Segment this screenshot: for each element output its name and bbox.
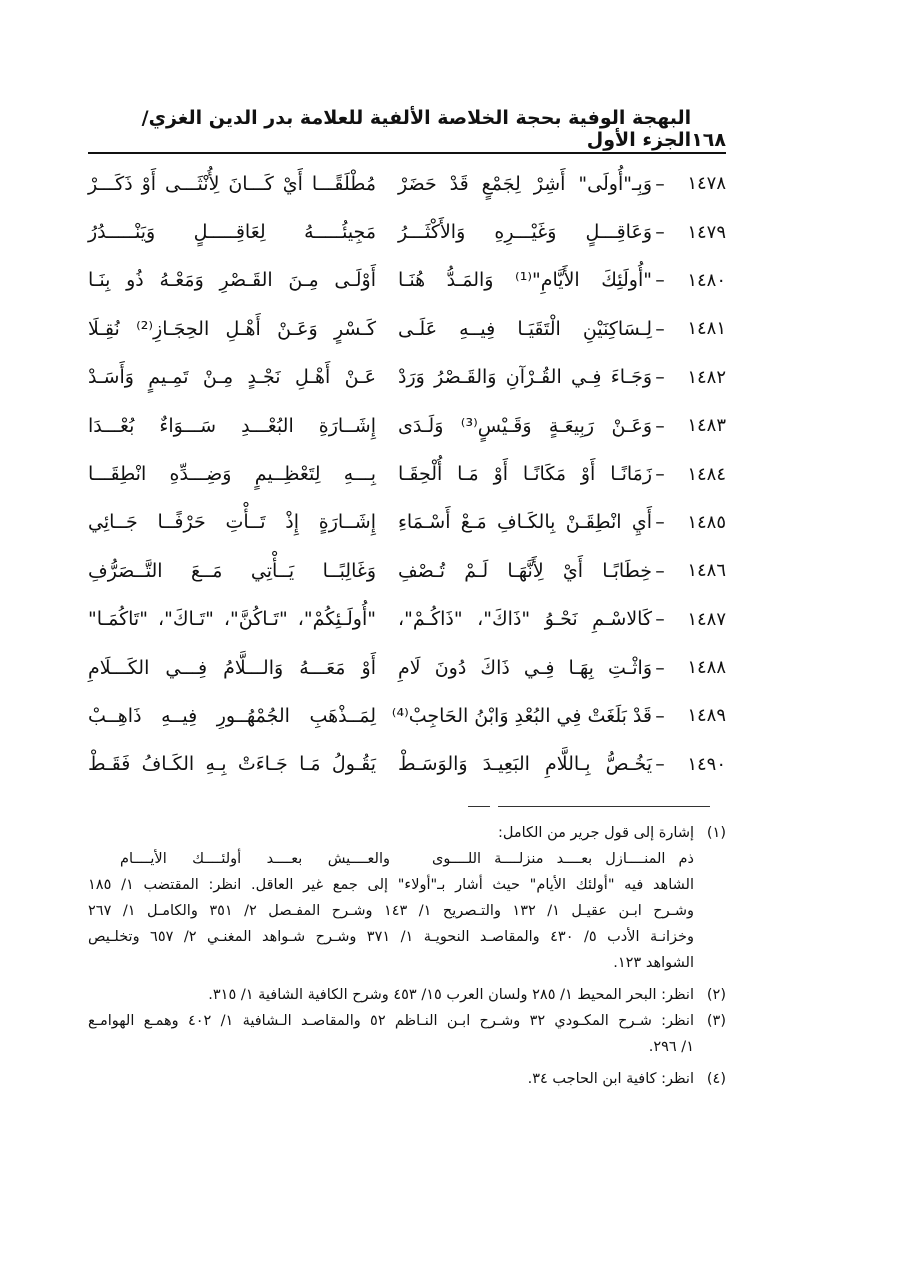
footnote-number: (٢) <box>706 987 726 1003</box>
verse-second-hemistich: عَـنْ أَهْـلِ نَجْـدٍ مِـنْ تَمِـيمٍ وَأَسَـدْ <box>88 366 376 389</box>
verse-number: ١٤٨٠ <box>687 269 726 291</box>
footnote-number: (٣) <box>706 1013 726 1029</box>
verse <box>88 596 726 644</box>
footnote-text: انظر: كافية ابن الحاجب ٣٤. <box>527 1071 694 1087</box>
verse <box>88 741 726 789</box>
footnote-text: الشاهد فيه "أولئك الأيام" حيث أشار بـ"أولاء" إلى جمع غير العاقل. انظر: المقتضب ١/ ١٨٥ <box>88 877 694 893</box>
verse-first-hemistich: "أُولَئِكَ الأَيَّامِ"⁽¹⁾ وَالمَـدُّ هُنَـا <box>398 269 652 292</box>
footnote <box>88 1066 726 1092</box>
footnote-text: انظر: البحر المحيط ١/ ٢٨٥ ولسان العرب ١٥/ ٤٥٣ وشرح الكافية الشافية ١/ ٣١٥. <box>208 987 694 1003</box>
verse-number: ١٤٨٣ <box>687 415 726 437</box>
verse-dash: – <box>655 221 665 244</box>
verse-dash: – <box>655 559 665 582</box>
verse-dash: – <box>655 608 665 631</box>
footnote-text: الشواهد ١٢٣. <box>613 955 694 971</box>
verse <box>88 305 726 353</box>
verse <box>88 547 726 595</box>
verse-number: ١٤٨٤ <box>687 463 726 485</box>
verse-first-hemistich: لِـسَاكِنَيْنِ الْتَقَيَـا فِيــهِ عَلَـى <box>398 317 652 340</box>
verse <box>88 499 726 547</box>
verse-second-hemistich: لِمَــذْهَبِ الجُمْهُــورِ فِيــهِ ذَاهِــبْ <box>88 704 376 727</box>
footnote-poem-first-hemistich: ذم المنــــازل بعــــد منزلــــة اللــــوى <box>432 851 694 867</box>
verse-list <box>88 160 726 789</box>
verse-second-hemistich: يَقُـولُ مَـا جَـاءَتْ بِـهِ الكَـافُ فَقَـطْ <box>88 753 376 776</box>
verse <box>88 354 726 402</box>
footnote-text: إشارة إلى قول جرير من الكامل: <box>497 825 694 841</box>
footnotes <box>88 820 726 1092</box>
verse-second-hemistich: "أُولَـئِكُمْ"، "تَـاكُنَّ"، "تَـاكَ"، "تَاكُمَـا" <box>88 608 376 631</box>
verse-second-hemistich: بِـــهِ لِتَعْظِــيمٍ وَضِـــدِّهِ انْطِقَـــا <box>88 463 376 486</box>
verse-second-hemistich: مَجِيئُـــــهُ لِعَاقِـــــلٍ وَيَنْـــــدُرُ <box>88 221 376 244</box>
verse-first-hemistich: خِطَابًـا أَيْ لِأَنَّهَـا لَـمْ تُـصْفِ <box>398 559 652 582</box>
verse-number: ١٤٧٨ <box>687 173 726 195</box>
verse-number: ١٤٨٩ <box>687 705 726 727</box>
verse-dash: – <box>655 753 665 776</box>
footnote-text: انظر: شـرح المكـودي ٣٢ وشـرح ابـن النـاظم ٥٢ والمقاصـد الـشافية ١/ ٤٠٢ وهمـع الهوامـع <box>88 1013 694 1029</box>
footnote <box>88 982 726 1008</box>
verse <box>88 692 726 740</box>
verse-second-hemistich: مُطْلَقًـــا أَيْ كَـــانَ لِأُنْثَـــى أَوْ ذَكَـــرْ <box>88 172 376 195</box>
page-header <box>88 107 726 151</box>
verse-dash: – <box>655 511 665 534</box>
verse-dash: – <box>655 463 665 486</box>
verse-dash: – <box>655 704 665 727</box>
verse <box>88 208 726 256</box>
verse <box>88 644 726 692</box>
verse-first-hemistich: قَدْ بَلَغَتْ فِي البُعْدِ وَابْنُ الحَاجِبْ⁽⁴⁾ <box>391 704 652 727</box>
verse <box>88 257 726 305</box>
verse-first-hemistich: زَمَانًـا أَوْ مَكَانًـا أَوْ مَـا أُلْحِقَـا <box>398 463 652 486</box>
verse-second-hemistich: أَوْ مَعَـــهُ وَالـــلَّامُ فِـــي الكَـــلَامِ <box>88 656 376 679</box>
verse-number: ١٤٨٥ <box>687 511 726 533</box>
verse <box>88 160 726 208</box>
verse-second-hemistich: كَـسْرٍ وَعَـنْ أَهْـلِ الحِجَـازِ⁽²⁾ نُقِـلَا <box>88 317 376 340</box>
verse-dash: – <box>655 366 665 389</box>
verse-first-hemistich: كَالاسْـمِ نَحْـوُ "ذَاكَ"، "ذَاكُـمْ"، <box>398 608 652 631</box>
footnote-number: (١) <box>706 825 726 841</box>
verse-second-hemistich: أَوْلَـى مِـنَ القَـصْرِ وَمَعْـهُ ذُو بِنَـا <box>88 269 376 292</box>
verse-dash: – <box>655 414 665 437</box>
verse-dash: – <box>655 656 665 679</box>
verse-first-hemistich: وَبِـ"أُولَى" أَشِرْ لِجَمْعٍ قَدْ حَضَرْ <box>398 172 652 195</box>
verse-number: ١٤٨٢ <box>687 366 726 388</box>
verse-first-hemistich: وَجَـاءَ فِـي القُـرْآنِ وَالقَـصْرُ وَرَدْ <box>398 366 652 389</box>
verse-first-hemistich: أَيِ انْطِقَـنْ بِالكَـافِ مَـعْ أَسْـمَاءِ <box>398 511 652 534</box>
verse-second-hemistich: إِشَــارَةٍ إِذْ تَــأْتِ حَرْفًــا جَــائِي <box>88 511 376 534</box>
header-rule <box>88 152 726 154</box>
verse-first-hemistich: وَاثْـتِ بِهَـا فِـي ذَاكَ دُونَ لَامِ <box>398 656 652 679</box>
verse-number: ١٤٨٨ <box>687 657 726 679</box>
verse-number: ١٤٨٦ <box>687 560 726 582</box>
footnote <box>88 1008 726 1060</box>
verse-second-hemistich: وَغَالِبًــا يَــأْتِي مَــعَ التَّــصَرُّفِ <box>88 559 376 582</box>
footnote-text: ١/ ٢٩٦. <box>648 1039 694 1055</box>
verse-first-hemistich: وَعَاقِـــلٍ وَغَيْـــرِهِ وَالأَكْثَـــرُ <box>398 221 652 244</box>
footnote-text: وخزانـة الأدب ٥/ ٤٣٠ والمقاصـد النحويـة ١/ ٣٧١ وشـرح شـواهد المغنـي ٢/ ٦٥٧ وتخلـيص <box>88 929 695 945</box>
footnote-separator <box>498 806 710 807</box>
verse <box>88 450 726 498</box>
verse-second-hemistich: إِشَــارَةِ البُعْـــدِ سَـــوَاءٌ بُعْـــدَا <box>88 414 376 437</box>
verse-dash: – <box>655 172 665 195</box>
footnote-poem-line <box>88 846 694 872</box>
footnote <box>88 820 726 976</box>
verse-number: ١٤٨٧ <box>687 608 726 630</box>
verse <box>88 402 726 450</box>
page-number: ١٦٨ <box>691 129 726 151</box>
footnote-number: (٤) <box>706 1071 726 1087</box>
verse-number: ١٤٧٩ <box>687 221 726 243</box>
verse-dash: – <box>655 317 665 340</box>
footnote-text: وشـرح ابـن عقيـل ١/ ١٣٢ والتـصريح ١/ ١٤٣ وشـرح المفـصل ٢/ ٣٥١ والكامـل ١/ ٢٦٧ <box>88 903 695 919</box>
verse-number: ١٤٩٠ <box>687 753 726 775</box>
running-title: البهجة الوفية بحجة الخلاصة الألفية للعلامة بدر الدين الغزي/ الجزء الأول <box>141 107 692 151</box>
verse-first-hemistich: يَخُـصُّ بِـاللَّامِ البَعِيـدَ وَالوَسَـطْ <box>398 753 652 776</box>
verse-first-hemistich: وَعَـنْ رَبِيعَـةٍ وَقَـيْسٍ⁽³⁾ وَلَـدَى <box>398 414 652 437</box>
verse-dash: – <box>655 269 665 292</box>
footnote-separator-short <box>468 806 490 807</box>
footnote-poem-second-hemistich: والعــــيش بعــــد أولئــــك الأيــــام <box>120 851 390 867</box>
verse-number: ١٤٨١ <box>687 318 726 340</box>
